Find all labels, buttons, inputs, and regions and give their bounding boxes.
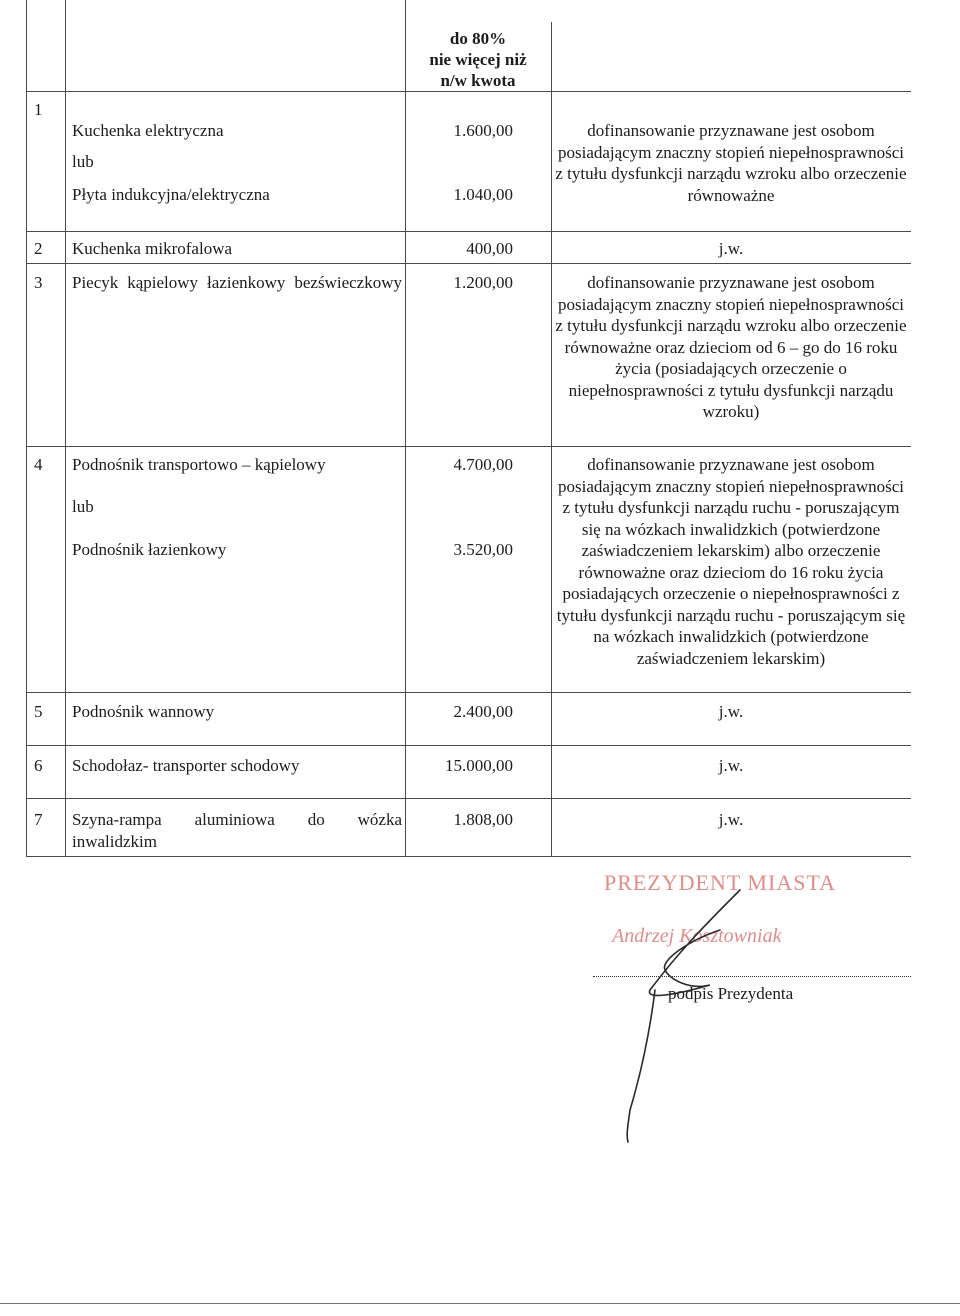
item-name: Kuchenka elektryczna (72, 121, 224, 140)
item-note: dofinansowanie przyznawane jest osobom posiadającym znaczny stopień niepełnosprawności z tytułu dysfunkcji narządu wzroku albo orzeczenie równoważne oraz dzieciom od 6 – go do 16 roku życia (posiadających orzeczenie o niepełnosprawności z tytułu dysfunkcji narządu wzroku) (555, 273, 907, 421)
item-amount: 1.600,00 (453, 121, 513, 140)
header-line-3: n/w kwota (440, 71, 516, 90)
item-amount: 1.200,00 (453, 273, 513, 292)
item-or: lub (72, 152, 94, 171)
handwritten-signature (600, 880, 780, 1150)
item-name: Schodołaz- transporter schodowy (72, 756, 300, 775)
row-number: 2 (34, 239, 43, 258)
item-amount-alt: 3.520,00 (453, 540, 513, 559)
header-line-1: do 80% (449, 29, 507, 48)
item-name-box (72, 809, 402, 852)
page-bottom-edge (0, 1303, 960, 1304)
stamp-title: PREZYDENT MIASTA (604, 870, 837, 895)
item-note: dofinansowanie przyznawane jest osobom posiadającym znaczny stopień niepełnosprawności z tytułu dysfunkcji narządu ruchu - poruszającym się na wózkach inwalidzkich (potwierdzone zaświadczeniem lekarskim) albo orzeczenie równoważne oraz dzieciom do 16 roku życia posiadających orzeczenie o niepełnosprawności z tytułu dysfunkcji narządu ruchu - poruszającym się na wózkach inwalidzkich (potwierdzone zaświadczeniem lekarskim) (556, 455, 906, 668)
item-amount: 15.000,00 (445, 756, 513, 775)
item-amount: 4.700,00 (453, 455, 513, 474)
item-name-alt: Płyta indukcyjna/elektryczna (72, 185, 270, 204)
item-name: Podnośnik transportowo – kąpielowy (72, 455, 326, 474)
item-note: j.w. (718, 239, 744, 258)
item-name-alt: Podnośnik łazienkowy (72, 540, 227, 559)
item-name: Kuchenka mikrofalowa (72, 239, 233, 258)
amount-column-header (405, 28, 551, 91)
item-amount: 1.808,00 (453, 810, 513, 829)
header-line-2: nie więcej niż (429, 50, 527, 69)
item-or: lub (72, 497, 94, 516)
item-name-box (72, 272, 402, 294)
row-number: 4 (34, 455, 43, 474)
item-note: dofinansowanie przyznawane jest osobom posiadającym znaczny stopień niepełnosprawności z tytułu dysfunkcji narządu wzroku albo orzeczenie równoważne (555, 121, 907, 205)
row-number: 1 (34, 100, 43, 119)
item-amount: 400,00 (466, 239, 513, 258)
row-number: 3 (34, 273, 43, 292)
row-number: 7 (34, 810, 43, 829)
item-note: j.w. (718, 702, 744, 721)
row-number: 5 (34, 702, 43, 721)
row-number: 6 (34, 756, 43, 775)
item-amount: 2.400,00 (453, 702, 513, 721)
item-name: Podnośnik wannowy (72, 702, 215, 721)
item-amount-alt: 1.040,00 (453, 185, 513, 204)
item-note: j.w. (718, 756, 744, 775)
signature-caption: podpis Prezydenta (668, 984, 794, 1003)
stamp-name: Andrzej Kosztowniak (612, 925, 782, 947)
item-note: j.w. (718, 810, 744, 829)
item-name: Piecyk kąpielowy łazienkowy bezświeczkowy (72, 273, 402, 292)
item-name: Szyna-rampa aluminiowa do wózka inwalidzkim (72, 810, 402, 851)
